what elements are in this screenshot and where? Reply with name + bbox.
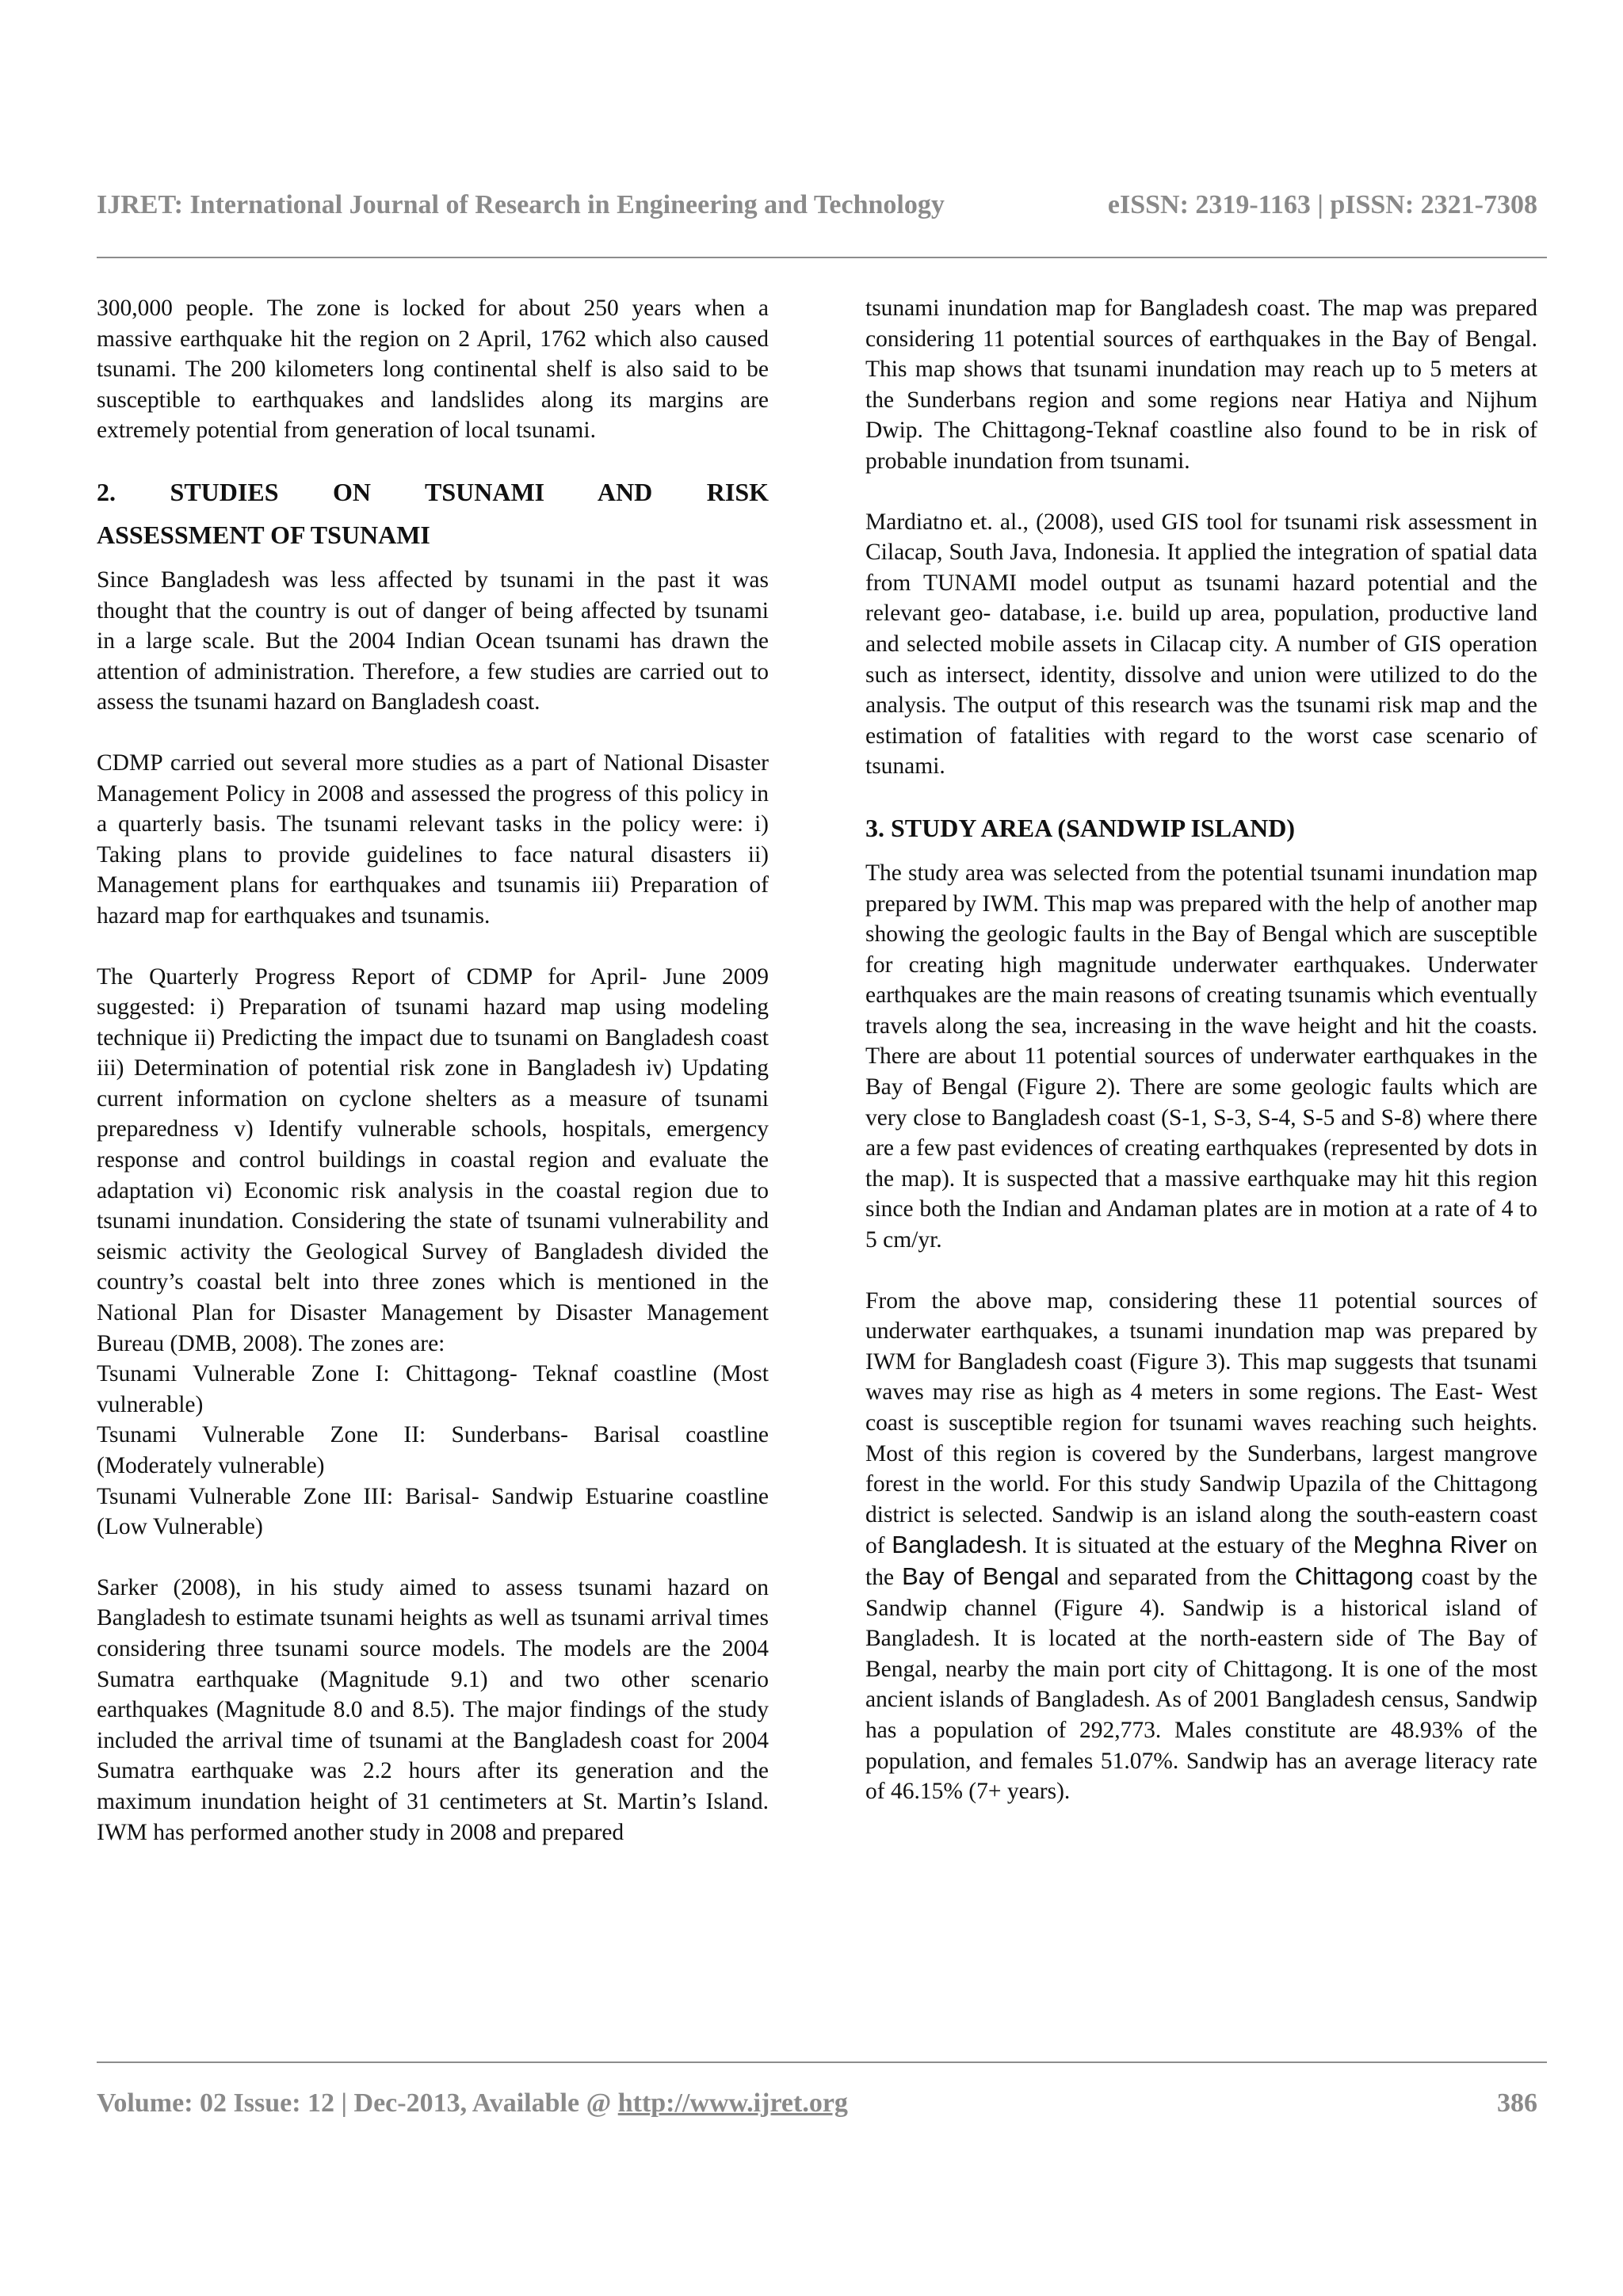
section-3-heading: 3. STUDY AREA (SANDWIP ISLAND) [865,813,1296,842]
footer-rule [97,2061,1547,2063]
header-rule [97,257,1547,258]
paragraph: The Quarterly Progress Report of CDMP for April- June 2009 suggested: i) Preparation of tsunami hazard map using modeling technique ii) Predicting the impact due to tsunami on Bangladesh coast iii) Determination of potential risk zone in Bangladesh iv) Updating current information on cyclone shelters as a measure of tsunami preparedness v) Identify vulnerable schools, hospitals, emergency response and control buildings in coastal region and evaluate the adaptation vi) Economic risk analysis in the coastal region due to tsunami inundation. Considering the state of tsunami vulnerability and seismic activity the Geological Survey of Bangladesh divided the country’s coastal belt into three zones which is mentioned in the National Plan for Disaster Management by Disaster Management Bureau (DMB, 2008). The zones are: [97,963,769,1356]
linked-term: Bangladesh [892,1531,1022,1559]
issn-info: eISSN: 2319-1163 | pISSN: 2321-7308 [1107,190,1537,219]
right-column [865,293,1537,1837]
text-run: and separated from the [1059,1564,1295,1590]
page-number: 386 [1497,2088,1537,2118]
running-footer [97,2088,1537,2119]
zone-item: Tsunami Vulnerable Zone II: Sunderbans- Barisal coastline (Moderately vulnerable) [97,1422,769,1478]
section-2-heading [97,476,769,551]
text-run: . It is situated at the estuary of the [1022,1533,1354,1559]
text-run: on the [865,1533,1537,1590]
text-run: coast by the Sandwip channel (Figure 4). Sandwip is a historical island of Bangladesh. It is located at the north-eastern side of The Bay of Bengal, nearby the main port city of Chittagong. It is one of the most ancient islands of Bangladesh. As of 2001 Bangladesh census, Sandwip has a population of 292,773. Males constitute are 48.93% of the population, and females 51.07%. Sandwip has an average literacy rate of 46.15% (7+ years). [865,1564,1537,1805]
section-2-heading-line-1: 2. STUDIES ON TSUNAMI AND RISK [97,477,769,506]
linked-term: Meghna River [1353,1531,1507,1559]
paragraph: CDMP carried out several more studies as a part of National Disaster Management Policy in 2008 and assessed the progress of this policy in a quarterly basis. The tsunami relevant tasks in the policy were: i) Taking plans to provide guidelines to face natural disasters ii) Management plans for earthquakes and tsunamis iii) Preparation of hazard map for earthquakes and tsunamis. [97,749,769,929]
volume-text: Volume: 02 Issue: 12 | Dec-2013, Available @ [97,2088,618,2118]
journal-title: IJRET: International Journal of Research in Engineering and Technology [97,190,945,219]
linked-term: Chittagong [1294,1562,1414,1590]
journal-link[interactable]: http://www.ijret.org [617,2088,848,2118]
linked-term: Bay of Bengal [902,1562,1060,1590]
section-2-heading-line-2: ASSESSMENT OF TSUNAMI [97,520,430,549]
volume-info [97,2088,848,2119]
paragraph: Sarker (2008), in his study aimed to assess tsunami hazard on Bangladesh to estimate tsunami heights as well as tsunami arrival times considering three tsunami source models. The models are the 2004 Sumatra earthquake (Magnitude 9.1) and two other scenario earthquakes (Magnitude 8.0 and 8.5). The major findings of the study included the arrival time of tsunami at the Bangladesh coast for 2004 Sumatra earthquake was 2.2 hours after its generation and the maximum inundation height of 31 centimeters at St. Martin’s Island. IWM has performed another study in 2008 and prepared [97,1574,769,1845]
paragraph: The study area was selected from the potential tsunami inundation map prepared by IWM. This map was prepared with the help of another map showing the geologic faults in the Bay of Bengal which are susceptible for creating high magnitude underwater earthquakes. Underwater earthquakes are the main reasons of creating tsunamis which eventually travels along the sea, increasing in the wave height and hit the coasts. There are about 11 potential sources of underwater earthquakes in the Bay of Bengal (Figure 2). There are some geologic faults which are very close to Bangladesh coast (S-1, S-3, S-4, S-5 and S-8) where there are a few past evidences of creating earthquakes (represented by dots in the map). It is suspected that a massive earthquake may hit this region since both the Indian and Andaman plates are in motion at a rate of 4 to 5 cm/yr. [865,860,1537,1253]
left-column [97,293,769,1878]
paragraph: tsunami inundation map for Bangladesh coast. The map was prepared considering 11 potential sources of earthquakes in the Bay of Bengal. This map shows that tsunami inundation may reach up to 5 meters at the Sunderbans region and some regions near Hatiya and Nijhum Dwip. The Chittagong-Teknaf coastline also found to be in risk of probable inundation from tsunami. [865,296,1537,474]
paragraph [865,1286,1537,1807]
zone-item: Tsunami Vulnerable Zone I: Chittagong- Teknaf coastline (Most vulnerable) [97,1361,769,1417]
paragraph: 300,000 people. The zone is locked for about 250 years when a massive earthquake hit the region on 2 April, 1762 which also caused tsunami. The 200 kilometers long continental shelf is also said to be susceptible to earthquakes and landslides along its margins are extremely potential from generation of local tsunami. [97,296,769,444]
paragraph: Mardiatno et. al., (2008), used GIS tool for tsunami risk assessment in Cilacap, South Java, Indonesia. It applied the integration of spatial data from TUNAMI model output as tsunami hazard potential and the relevant geo- database, i.e. build up area, population, productive land and selected mobile assets in Cilacap city. A number of GIS operation such as intersect, identity, dissolve and union were utilized to do the analysis. The output of this research was the tsunami risk map and the estimation of fatalities with regard to the worst case scenario of tsunami. [865,509,1537,780]
paragraph: Since Bangladesh was less affected by tsunami in the past it was thought that the country is out of danger of being affected by tsunami in a large scale. But the 2004 Indian Ocean tsunami has drawn the attention of administration. Therefore, a few studies are carried out to assess the tsunami hazard on Bangladesh coast. [97,566,769,715]
running-header [97,190,1537,220]
zone-item: Tsunami Vulnerable Zone III: Barisal- Sandwip Estuarine coastline (Low Vulnerable) [97,1483,769,1540]
text-run: From the above map, considering these 11 potential sources of underwater earthquakes, a tsunami inundation map was prepared by IWM for Bangladesh coast (Figure 3). This map suggests that tsunami waves may rise as high as 4 meters in some regions. The East- West coast is susceptible region for tsunami waves reaching such heights. Most of this region is covered by the Sunderbans, largest mangrove forest in the world. For this study Sandwip Upazila of the Chittagong district is selected. Sandwip is an island along the south-eastern coast of [865,1287,1537,1559]
